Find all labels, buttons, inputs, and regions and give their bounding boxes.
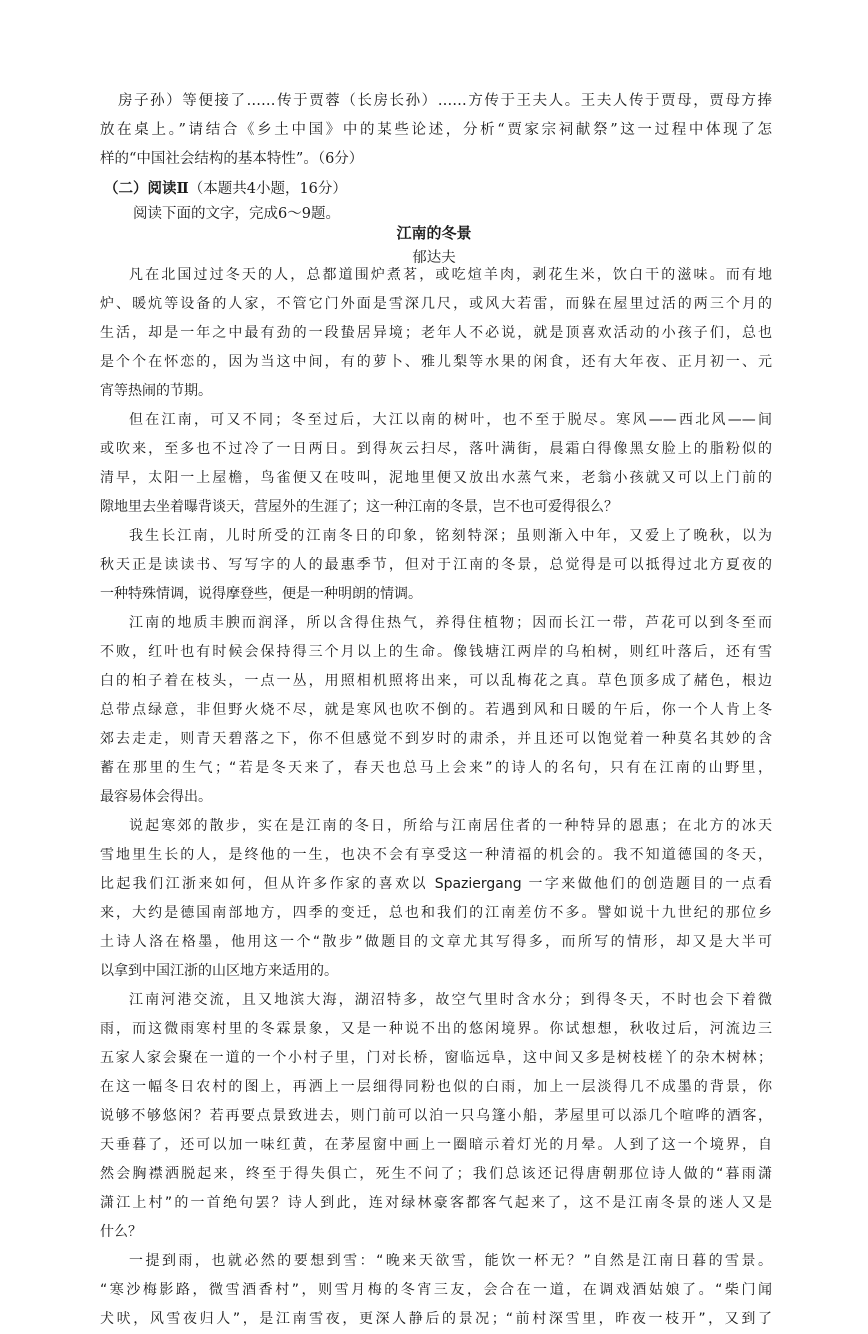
article-text-line: 我生长江南，儿时所受的江南冬日的印象，铭刻特深；虽则渐入中年，又爱上了晚秋，以为 [129, 528, 772, 544]
article-text-line: 或吹来，至多也不过冷了一日两日。到得灰云扫尽，落叶满街，晨霜白得像黑女脸上的脂粉似的 [100, 441, 772, 457]
article-text-line: 天垂暮了，还可以加一味红黄，在茅屋窗中画上一圈暗示着灯光的月晕。人到了这一个境界，自 [100, 1137, 772, 1153]
article-text-line: 蓄在那里的生气；“若是冬天来了，春天也总马上会来”的诗人的名句，只有在江南的山野里， [100, 760, 772, 776]
article-author: 郁达夫 [412, 250, 456, 266]
article-text-line: 比起我们江浙来如何，但从许多作家的喜欢以 Spaziergang 一字来做他们的创造题目的一点看 [100, 876, 772, 892]
article-title: 江南的冬景 [396, 224, 472, 242]
article-text-line: 凡在北国过过冬天的人，总都道围炉煮茗，或吃煊羊肉，剥花生米，饮白干的滋味。而有地 [129, 267, 772, 283]
article-text-line: 雪地里生长的人，是终他的一生，也决不会有享受这一种清福的机会的。我不知道德国的冬天， [100, 847, 772, 863]
article-text-line: 江南的地质丰腴而润泽，所以含得住热气，养得住植物；因而长江一带，芦花可以到冬至而 [129, 615, 772, 631]
article-text-line: 宵等热闹的节期。 [100, 383, 212, 399]
section-heading-label: （二）阅读Ⅱ [104, 180, 189, 197]
article-text-line: 来，大约是德国南部地方，四季的变迁，总也和我们的江南差仿不多。譬如说十九世纪的那位乡 [100, 905, 772, 921]
article-text-line: 隙地里去坐着曝背谈天，营屋外的生涯了；这一种江南的冬景，岂不也可爱得很么？ [100, 499, 618, 515]
section-heading-note: （本题共4小题，16分） [188, 181, 347, 197]
article-text-line: 以拿到中国江浙的山区地方来适用的。 [100, 963, 338, 979]
article-text-line: 土诗人洛在格墨，他用这一个“散步”做题目的文章尤其写得多，而所写的情形，却又是大半可 [100, 934, 772, 950]
article-text-line: 郊去走走，则青天碧落之下，你不但感觉不到岁时的肃杀，并且还可以饱觉着一种莫名其妙的含 [100, 731, 772, 747]
article-text-line: 总带点绿意，非但野火烧不尽，就是寒风也吹不倒的。若遇到风和日暖的午后，你一个人肯上冬 [100, 702, 772, 718]
article-text-line: 清早，太阳一上屋檐，鸟雀便又在吱叫，泥地里便又放出水蒸气来，老翁小孩就又可以上门前的 [100, 470, 772, 486]
article-text-line: 潇江上村”的一首绝句罢？诗人到此，连对绿林豪客都客气起来了，这不是江南冬景的迷人又是 [100, 1195, 772, 1211]
article-text-line: 江南河港交流，且又地滨大海，湖沼特多，故空气里时含水分；到得冬天，不时也会下着微 [129, 992, 772, 1008]
section-heading [104, 174, 347, 203]
reading-instruction: 阅读下面的文字，完成6～9题。 [133, 206, 340, 222]
article-text-line: 白的桕子着在枝头，一点一丛，用照相机照将出来，可以乱梅花之真。草色顶多成了赭色，根边 [100, 673, 772, 689]
article-body [100, 261, 772, 1334]
article-text-line: “寒沙梅影路，微雪酒香村”，则雪月梅的冬宵三友，会合在一道，在调戏酒姑娘了。“柴门闻 [100, 1282, 772, 1298]
article-text-line: 但在江南，可又不同；冬至过后，大江以南的树叶，也不至于脱尽。寒风——西北风——间 [129, 412, 772, 428]
article-text-line: 犬吠，风雪夜归人”，是江南雪夜，更深人静后的景况；“前村深雪里，昨夜一枝开”，又到了 [100, 1311, 772, 1327]
article-text-line: 雨，而这微雨寒村里的冬霖景象，又是一种说不出的悠闲境界。你试想想，秋收过后，河流边三 [100, 1021, 772, 1037]
question-text-line: 样的“中国社会结构的基本特性”。（6分） [100, 151, 364, 167]
article-text-line: 秋天正是读读书、写写字的人的最惠季节，但对于江南的冬景，总觉得是可以抵得过北方夏夜的 [100, 557, 772, 573]
article-text-line: 最容易体会得出。 [100, 789, 212, 805]
question-text-line: 放在桌上。”请结合《乡土中国》中的某些论述，分析“贾家宗祠献祭”这一过程中体现了怎 [100, 122, 772, 138]
article-text-line: 五家人家会聚在一道的一个小村子里，门对长桥，窗临远阜，这中间又多是树枝槎丫的杂木树林； [100, 1050, 772, 1066]
question-continuation [100, 87, 772, 174]
question-text-line: 房子孙）等便接了……传于贾蓉（长房长孙）……方传于王夫人。王夫人传于贾母，贾母方捧 [118, 93, 772, 109]
article-text-line: 然会胸襟洒脱起来，终至于得失俱亡，死生不问了；我们总该还记得唐朝那位诗人做的“暮雨潇 [100, 1166, 772, 1182]
article-text-line: 是个个在怀恋的，因为当这中间，有的萝卜、雅儿梨等水果的闲食，还有大年夜、正月初一、元 [100, 354, 772, 370]
article-text-line: 什么？ [100, 1224, 142, 1240]
article-text-line: 炉、暖炕等设备的人家，不管它门外面是雪深几尺，或风大若雷，而躲在屋里过活的两三个月的 [100, 296, 772, 312]
article-text-line: 一种特殊情调，说得摩登些，便是一种明朗的情调。 [100, 586, 422, 602]
article-text-line: 在这一幅冬日农村的图上，再洒上一层细得同粉也似的白雨，加上一层淡得几不成墨的背景，你 [100, 1079, 772, 1095]
article-text-line: 一提到雨，也就必然的要想到雪：“晚来天欲雪，能饮一杯无？”自然是江南日暮的雪景。 [129, 1253, 772, 1269]
article-text-line: 不败，红叶也有时候会保持得三个月以上的生命。像钱塘江两岸的乌桕树，则红叶落后，还有雪 [100, 644, 772, 660]
article-text-line: 说够不够悠闲？若再要点景致进去，则门前可以泊一只乌篷小船，茅屋里可以添几个喧哗的酒客， [100, 1108, 772, 1124]
article-text-line: 说起寒郊的散步，实在是江南的冬日，所给与江南居住者的一种特异的恩惠；在北方的冰天 [129, 818, 772, 834]
article-text-line: 生活，却是一年之中最有劲的一段蛰居异境；老年人不必说，就是顶喜欢活动的小孩子们，总也 [100, 325, 772, 341]
